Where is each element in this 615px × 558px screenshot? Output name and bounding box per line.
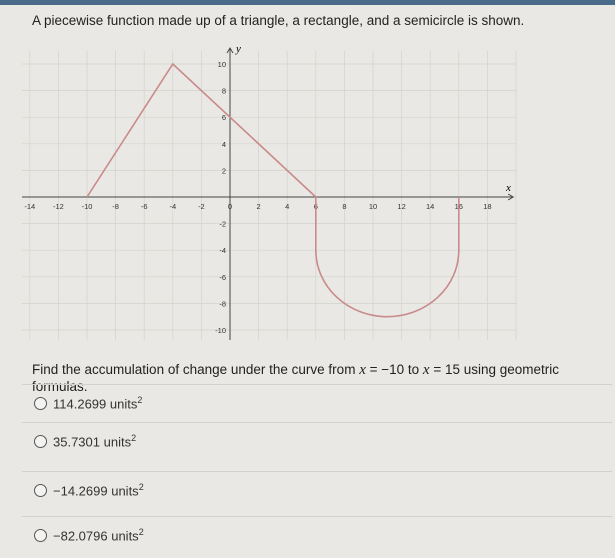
- x-tick-label: 18: [483, 202, 492, 211]
- x-tick-label: -10: [81, 202, 93, 211]
- answer-choice-3[interactable]: [22, 471, 612, 508]
- x-tick-label: -14: [24, 202, 36, 211]
- x-tick-label: -2: [198, 202, 205, 211]
- y-tick-label: -4: [219, 246, 226, 256]
- function-graph: [22, 40, 542, 340]
- grid: [22, 51, 516, 340]
- question-text: Find the accumulation of change under the curve from x = −10 to x = 15 using geometric formulas.: [32, 362, 560, 394]
- x-tick-label: 2: [256, 202, 261, 211]
- x-tick-label: 6: [313, 202, 318, 211]
- top-accent-bar: [0, 0, 615, 5]
- choice-label: −82.0796 units$^2$: [53, 526, 144, 544]
- y-tick-label: 2: [221, 166, 226, 176]
- radio-button[interactable]: [34, 484, 47, 497]
- x-tick-label: 16: [454, 202, 463, 211]
- y-tick-label: -8: [219, 299, 226, 309]
- piecewise-curve: [87, 64, 459, 317]
- x-tick-label: -8: [112, 202, 119, 211]
- x-tick-label: 10: [368, 202, 378, 211]
- problem-intro: A piecewise function made up of a triangle, a rectangle, and a semicircle is shown.: [32, 13, 525, 28]
- y-tick-label: 8: [221, 86, 226, 96]
- y-tick-label: 6: [221, 113, 226, 123]
- x-tick-label: -4: [169, 202, 177, 211]
- x-tick-label: 4: [285, 202, 290, 211]
- choice-label: 114.2699 units$^2$: [53, 394, 143, 412]
- radio-button[interactable]: [34, 397, 47, 410]
- y-axis-label: y: [236, 43, 241, 56]
- y-tick-label: -2: [219, 219, 226, 229]
- y-tick-label: -10: [215, 326, 226, 335]
- x-tick-label: 0: [227, 202, 233, 211]
- choice-label: −14.2699 units$^2$: [53, 481, 144, 499]
- x-tick-label: -6: [140, 202, 148, 211]
- x-tick-label: 8: [342, 202, 347, 211]
- x-tick-label: 12: [397, 202, 406, 211]
- radio-button[interactable]: [34, 529, 47, 542]
- x-tick-label: -12: [52, 202, 64, 211]
- answer-choice-2[interactable]: [22, 422, 612, 459]
- x-axis-label: x: [505, 182, 511, 194]
- choice-label: 35.7301 units$^2$: [53, 432, 137, 450]
- y-tick-label: -6: [219, 272, 226, 282]
- x-tick-label: 14: [426, 202, 435, 211]
- y-tick-label: 10: [217, 60, 226, 69]
- y-tick-label: 4: [221, 139, 226, 149]
- answer-choice-4[interactable]: [22, 516, 612, 553]
- answer-choice-1[interactable]: [22, 384, 612, 421]
- radio-button[interactable]: [34, 435, 47, 448]
